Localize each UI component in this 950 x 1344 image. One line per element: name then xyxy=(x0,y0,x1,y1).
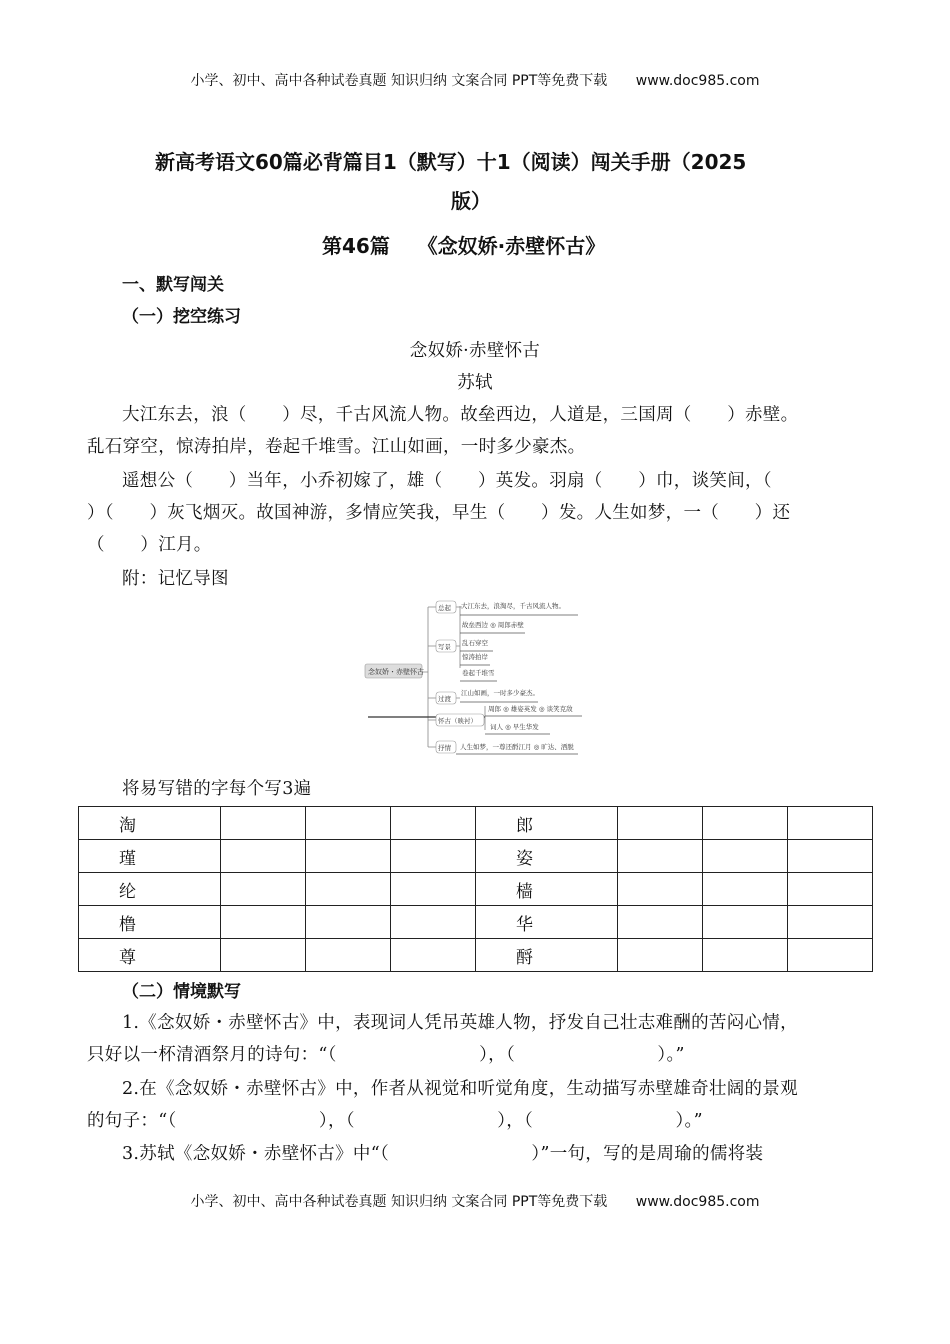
practice-char: 瑾 xyxy=(79,840,221,873)
practice-row xyxy=(79,873,873,906)
practice-blank-cell[interactable] xyxy=(617,840,702,873)
mindmap-item: 周郎 ◎ 雄姿英发 ◎ 谈笑克敌 xyxy=(488,705,573,713)
mindmap-item: 人生如梦，一尊还酹江月 ◎ 旷达、洒脱 xyxy=(460,743,574,751)
practice-blank-cell[interactable] xyxy=(305,840,390,873)
poem-line: （ ）江月。 xyxy=(87,535,212,555)
poem-line: ）（ ）灰飞烟灭。故国神游，多情应笑我，早生（ ）发。人生如梦，一（ ）还 xyxy=(87,503,791,523)
doc-subtitle: 第46篇 《念奴娇·赤壁怀古》 xyxy=(322,234,606,258)
practice-char: 樯 xyxy=(475,873,617,906)
practice-blank-cell[interactable] xyxy=(305,873,390,906)
practice-instruction: 将易写错的字每个写3遍 xyxy=(122,779,312,799)
practice-blank-cell[interactable] xyxy=(305,939,390,972)
practice-blank-cell[interactable] xyxy=(390,939,475,972)
practice-blank-cell[interactable] xyxy=(702,807,787,840)
mindmap-item: 词人 ◎ 早生华发 xyxy=(490,723,539,731)
header-text: 小学、初中、高中各种试卷真题 知识归纳 文案合同 PPT等免费下载 xyxy=(190,73,608,89)
footer-text: 小学、初中、高中各种试卷真题 知识归纳 文案合同 PPT等免费下载 xyxy=(190,1194,608,1210)
practice-blank-cell[interactable] xyxy=(702,939,787,972)
practice-blank-cell[interactable] xyxy=(220,807,305,840)
subsection-heading-fill: （一）挖空练习 xyxy=(122,307,241,327)
practice-char: 郎 xyxy=(475,807,617,840)
question-line: 只好以一杯清酒祭月的诗句：“（ ），（ ）。” xyxy=(87,1045,685,1065)
question-line: 2.在《念奴娇・赤壁怀古》中，作者从视觉和听觉角度，生动描写赤壁雄奇壮阔的景观 xyxy=(122,1079,798,1099)
practice-blank-cell[interactable] xyxy=(390,840,475,873)
mindmap-branch: 怀古（映衬） xyxy=(438,717,477,725)
practice-blank-cell[interactable] xyxy=(390,906,475,939)
practice-blank-cell[interactable] xyxy=(220,873,305,906)
mindmap-branch: 写景 xyxy=(438,643,451,651)
practice-char: 华 xyxy=(475,906,617,939)
practice-blank-cell[interactable] xyxy=(305,906,390,939)
practice-blank-cell[interactable] xyxy=(787,939,872,972)
practice-blank-cell[interactable] xyxy=(787,840,872,873)
question-line: 1.《念奴娇・赤壁怀古》中，表现词人凭吊英雄人物，抒发自己壮志难酬的苦闷心情， xyxy=(122,1013,798,1033)
practice-blank-cell[interactable] xyxy=(617,807,702,840)
practice-row xyxy=(79,807,873,840)
practice-grid xyxy=(78,806,873,972)
poem-line: 遥想公（ ）当年，小乔初嫁了，雄（ ）英发。羽扇（ ）巾，谈笑间，（ xyxy=(122,471,772,491)
mindmap-root: 念奴娇・赤壁怀古 xyxy=(368,668,424,676)
practice-blank-cell[interactable] xyxy=(787,873,872,906)
practice-row xyxy=(79,906,873,939)
practice-char: 橹 xyxy=(79,906,221,939)
question-line: 3.苏轼《念奴娇・赤壁怀古》中“（ ）”一句，写的是周瑜的儒将装 xyxy=(122,1144,764,1164)
mindmap-item: 乱石穿空 xyxy=(462,639,488,647)
poem-title: 念奴娇·赤壁怀古 xyxy=(409,341,541,361)
practice-blank-cell[interactable] xyxy=(220,906,305,939)
mindmap-item: 惊涛拍岸 xyxy=(462,653,488,661)
mindmap-branch: 过渡 xyxy=(438,695,451,703)
practice-blank-cell[interactable] xyxy=(305,807,390,840)
section-heading-2: （二）情境默写 xyxy=(122,982,241,1002)
practice-blank-cell[interactable] xyxy=(617,906,702,939)
question-line: 的句子：“（ ），（ ），（ ）。” xyxy=(87,1111,703,1131)
doc-title-line2: 版） xyxy=(451,189,491,213)
practice-char: 尊 xyxy=(79,939,221,972)
practice-blank-cell[interactable] xyxy=(702,906,787,939)
practice-char: 纶 xyxy=(79,873,221,906)
mindmap-branch: 抒情 xyxy=(438,744,451,752)
poem-line: 大江东去，浪（ ）尽，千古风流人物。故垒西边，人道是，三国周（ ）赤壁。 xyxy=(122,405,799,425)
practice-blank-cell[interactable] xyxy=(390,807,475,840)
practice-blank-cell[interactable] xyxy=(220,840,305,873)
page-footer xyxy=(0,1191,950,1211)
doc-title-line1: 新高考语文60篇必背篇目1（默写）十1（阅读）闯关手册（2025 xyxy=(155,150,747,174)
appendix-label: 附：记忆导图 xyxy=(122,569,229,589)
mindmap-item: 卷起千堆雪 xyxy=(462,669,495,677)
practice-char: 酹 xyxy=(475,939,617,972)
footer-site-link[interactable]: www.doc985.com xyxy=(635,1194,760,1210)
practice-blank-cell[interactable] xyxy=(787,807,872,840)
mindmap-item: 江山如画，一时多少豪杰。 xyxy=(461,689,539,697)
practice-blank-cell[interactable] xyxy=(390,873,475,906)
poem-line: 乱石穿空，惊涛拍岸，卷起千堆雪。江山如画，一时多少豪杰。 xyxy=(87,437,586,457)
mindmap-branch: 总起 xyxy=(438,604,451,612)
poem-author: 苏轼 xyxy=(457,373,493,393)
page-header xyxy=(0,70,950,90)
header-site-link[interactable]: www.doc985.com xyxy=(635,73,760,89)
practice-blank-cell[interactable] xyxy=(220,939,305,972)
section-heading-1: 一、默写闯关 xyxy=(122,275,224,295)
practice-blank-cell[interactable] xyxy=(702,840,787,873)
mindmap-item: 故垒西边 ◎ 周郎赤壁 xyxy=(462,621,524,629)
memory-mindmap xyxy=(360,590,590,765)
mindmap-item: 大江东去，浪淘尽，千古风流人物。 xyxy=(461,602,565,610)
practice-blank-cell[interactable] xyxy=(617,873,702,906)
practice-char: 姿 xyxy=(475,840,617,873)
practice-row xyxy=(79,939,873,972)
practice-blank-cell[interactable] xyxy=(617,939,702,972)
practice-blank-cell[interactable] xyxy=(702,873,787,906)
practice-row xyxy=(79,840,873,873)
practice-char: 淘 xyxy=(79,807,221,840)
practice-blank-cell[interactable] xyxy=(787,906,872,939)
